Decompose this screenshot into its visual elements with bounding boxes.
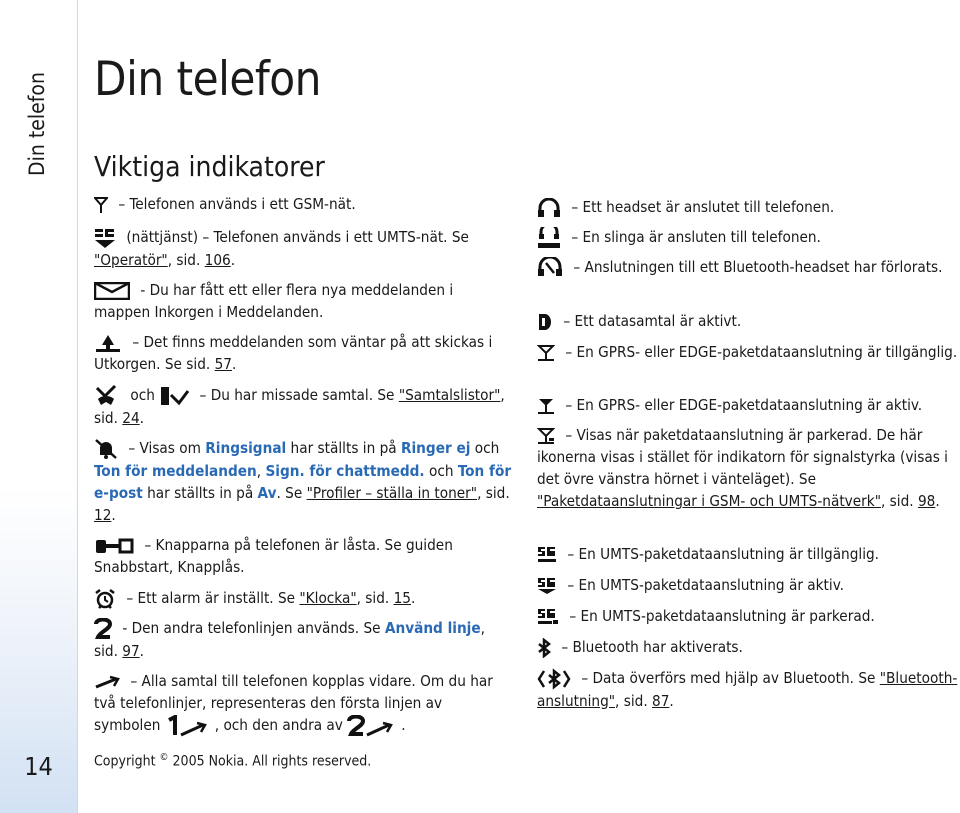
indicator-silent: – Visas om Ringsignal har ställts in på Ringer ej och Ton för meddelanden, Sign. för chattmedd. och Ton för e-post har ställts in på Av. Se "Profiler – ställa in toner", sid. 12. [94, 439, 512, 524]
page-title: Din telefon [94, 52, 321, 107]
envelope-icon [94, 282, 130, 300]
indicator-loopset: – En slinga är ansluten till telefonen. [537, 226, 960, 249]
indicator-umts-active: – En UMTS-paketdataanslutning är aktiv. [537, 574, 960, 596]
divert-line1-icon [165, 715, 209, 737]
indicator-keylock: – Knapparna på telefonen är låsta. Se guiden Snabbstart, Knapplås. [94, 536, 453, 576]
gsm-network-icon [94, 196, 108, 214]
indicator-umts: (nättjänst) – Telefonen används i ett UMTS-nät. Se "Operatör", sid. 106. [94, 228, 469, 269]
missed-call-icon [94, 385, 120, 407]
indicator-data-call: – Ett datasamtal är aktivt. [537, 310, 960, 332]
indicator-gsm: – Telefonen används i ett GSM-nät. [94, 193, 512, 215]
call-divert-icon [94, 675, 120, 689]
data-call-icon [537, 312, 553, 332]
gprs-active-icon [537, 397, 555, 415]
bluetooth-transfer-icon [537, 668, 571, 690]
section-heading: Viktiga indikatorer [94, 150, 325, 183]
outbox-icon [94, 333, 122, 353]
alarm-clock-icon [94, 588, 116, 610]
gprs-available-icon [537, 344, 555, 362]
divert-line2-icon [347, 715, 395, 737]
indicator-gprs-parked: – Visas när paketdataanslutning är parkerad. De här ikonerna visas i stället för indikatorn för signalstyrka (visas i det övre vänstra hörnet i vänteläget). Se "Paketdataanslutningar i GSM- och UMTS-nätverk", sid. 98. [537, 426, 948, 510]
indicator-new-message: - Du har fått ett eller flera nya meddelanden i mappen Inkorgen i Meddelanden. [94, 281, 454, 321]
indicator-divert: – Alla samtal till telefonen kopplas vidare. Om du har två telefonlinjer, representeras den första linjen av symbolen , och den andra av . [94, 670, 512, 737]
bluetooth-icon [537, 638, 551, 658]
missed-call-line2-icon [159, 385, 189, 407]
bluetooth-headset-lost-icon [537, 257, 563, 279]
indicator-outbox: – Det finns meddelanden som väntar på att skickas i Utkorgen. Se sid. 57. [94, 333, 493, 373]
loopset-icon [537, 227, 561, 249]
indicator-gprs-available: – En GPRS- eller EDGE-paketdataanslutning är tillgänglig. [537, 341, 960, 363]
headset-icon [537, 198, 561, 218]
umts-packet-active-icon [537, 577, 557, 595]
indicator-bluetooth: – Bluetooth har aktiverats. [537, 636, 960, 658]
silent-bell-icon [94, 438, 118, 460]
indicator-umts-parked: – En UMTS-paketdataanslutning är parkerad. [537, 605, 960, 627]
copyright-footer: Copyright © 2005 Nokia. All rights reserved. [94, 752, 372, 770]
indicator-alarm: – Ett alarm är inställt. Se "Klocka", sid. 15. [94, 587, 512, 610]
umts-network-icon [94, 227, 116, 249]
indicator-missed-calls: och – Du har missade samtal. Se "Samtalslistor", sid. 24. [94, 386, 505, 427]
indicator-gprs-active: – En GPRS- eller EDGE-paketdataanslutning är aktiv. [537, 394, 960, 416]
page-number: 14 [24, 752, 53, 781]
gprs-parked-icon [537, 427, 555, 445]
umts-packet-parked-icon [537, 608, 559, 626]
umts-packet-available-icon [537, 546, 557, 564]
side-title: Din telefon [25, 72, 49, 176]
indicator-umts-available: – En UMTS-paketdataanslutning är tillgänglig. [537, 543, 960, 565]
keylock-icon [94, 537, 134, 555]
indicator-bt-transfer: – Data överförs med hjälp av Bluetooth. Se "Bluetooth-anslutning", sid. 87. [537, 669, 958, 710]
line2-icon [94, 618, 112, 640]
indicator-headset: – Ett headset är anslutet till telefonen. [537, 196, 960, 218]
sidebar-divider [77, 0, 78, 813]
indicator-bt-headset-lost: – Anslutningen till ett Bluetooth-headset har förlorats. [537, 256, 960, 279]
indicator-line2: - Den andra telefonlinjen används. Se Använd linje, sid. 97. [94, 619, 485, 660]
